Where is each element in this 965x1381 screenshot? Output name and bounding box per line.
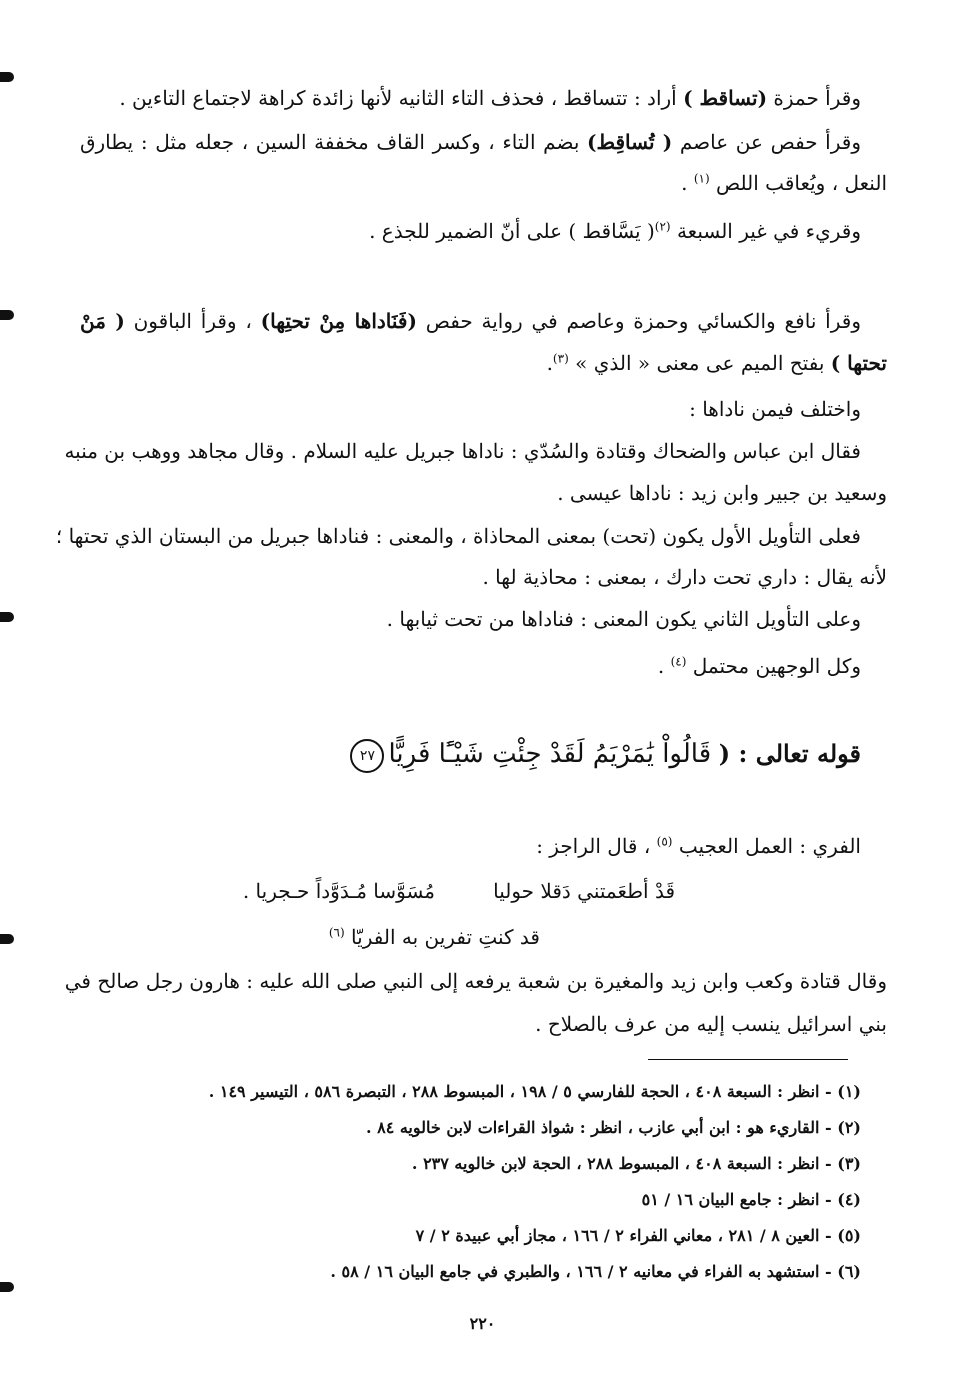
footnote-ref[interactable]: (٢) (654, 219, 671, 234)
poem-hemistich-1: قَدْ أطعَمتني دَقلا حوليا (493, 879, 675, 903)
scan-edge-mark (0, 72, 14, 82)
text: واختلف فيمن ناداها : (689, 397, 861, 421)
paragraph-al-fari (536, 831, 861, 861)
paragraph-first-interpretation-line2 (482, 562, 887, 592)
text: بضم التاء ، وكسر القاف مخففة السين ، جعله مثل : يطارق (80, 130, 588, 154)
poem-line-3 (329, 922, 540, 952)
footnote-5: (٥) - العين ٨ / ٢٨١ ، معاني الفراء ٢ / ١٦٦ ، مجاز أبي عبيدة ٢ / ٧ (415, 1226, 861, 1245)
paragraph-ibn-abbas-line1 (64, 436, 861, 466)
footnote-ref[interactable]: (٣) (552, 351, 569, 366)
footnote-ref[interactable]: (٥) (656, 834, 673, 849)
poem-hemistich-2: مُسَوَّسا مُـدَوَّداً حـجريا . (242, 879, 435, 903)
scan-edge-mark (0, 934, 14, 944)
footnote-4: (٤) - انظر : جامع البيان ١٦ / ٥١ (641, 1190, 861, 1209)
verse-text: قَالُواْ يَٰمَرْيَمُ لَقَدْ جِئْتِ شَيْـًٔا فَرِيًّا (388, 739, 712, 769)
paragraph-ibn-abbas-line2 (557, 478, 887, 508)
text: . (546, 351, 553, 375)
footnote-separator (648, 1059, 848, 1060)
text: وقرأ حمزة (767, 86, 861, 110)
text: . (681, 171, 694, 195)
footnote-ref[interactable]: (٦) (328, 925, 345, 940)
text: وقرأ حفص عن عاصم (672, 130, 861, 154)
text: وقال قتادة وكعب وابن زيد والمغيرة بن شعبة يرفعه إلى النبي صلى الله عليه : هارون رجل صالح في (64, 969, 887, 993)
text: قد كنتِ تفرين به الفريّا (351, 925, 540, 949)
footnote-1: (١) - انظر : السبعة ٤٠٨ ، الحجة للفارسي ٥ / ١٩٨ ، المبسوط ٢٨٨ ، التبصرة ٥٨٦ ، التيسير ١٤٩ . (208, 1082, 861, 1101)
text: ، قال الراجز : (536, 834, 657, 858)
scan-edge-mark (0, 1282, 14, 1292)
paragraph-nafi-reading-line1 (80, 306, 861, 336)
text: وسعيد بن جبير وابن زيد : ناداها عيسى . (557, 481, 887, 505)
paragraph-first-interpretation-line1 (55, 521, 861, 551)
text: أراد : تتساقط ، فحذف التاء الثانيه لأنها زائدة كراهة لاجتماع التاءين . (119, 86, 684, 110)
page-number: ٢٢٠ (469, 1314, 496, 1333)
text: فعلى التأويل الأول يكون (تحت) بمعنى المحاذاة ، والمعنى : فناداها جبريل من البستان الذي تحتها ؛ (55, 524, 861, 548)
text: وقريء في غير السبعة (670, 219, 861, 243)
text: الفري : العمل العجيب (678, 834, 861, 858)
reading-term: تحتها ) (830, 351, 887, 375)
reading-term: (تساقط ) (683, 86, 768, 110)
reading-term: ( مَنْ (80, 309, 125, 333)
paragraph-both-plausible (658, 651, 861, 681)
footnote-ref[interactable]: (٤) (670, 654, 687, 669)
text: وقرأ نافع والكسائي وحمزة وعاصم في رواية حفص (416, 309, 861, 333)
text: ، وقرأ الباقون (124, 309, 261, 333)
text: وكل الوجهين محتمل (692, 654, 861, 678)
paragraph-hamza-reading (119, 83, 861, 113)
quran-verse (350, 734, 861, 774)
text: . (657, 654, 671, 678)
paragraph-qatada-line1 (64, 966, 887, 996)
paragraph-non-seven-reading (369, 216, 861, 246)
paragraph-hafs-reading-line1 (80, 127, 861, 157)
text: بفتح الميم عى معنى « الذي » (575, 351, 831, 375)
text: بني اسرائيل ينسب إليه من عرف بالصلاح . (535, 1012, 887, 1036)
paragraph-second-interpretation (387, 604, 861, 634)
footnote-ref[interactable]: (١) (693, 171, 710, 186)
ayah-number-icon: ٢٧ (350, 739, 384, 773)
scan-edge-mark (0, 612, 14, 622)
text: فقال ابن عباس والضحاك وقتادة والسُدّي : ناداها جبريل عليه السلام . وقال مجاهد ووهب بن منبه (64, 439, 861, 463)
paragraph-qatada-line2 (535, 1009, 887, 1039)
paragraph-hafs-reading-line2 (681, 168, 887, 198)
paragraph-nafi-reading-line2 (547, 348, 887, 378)
paragraph-disagreement (689, 394, 861, 424)
verse-intro: قوله تعالى : ( (718, 739, 861, 768)
footnote-3: (٣) - انظر : السبعة ٤٠٨ ، المبسوط ٢٨٨ ، الحجة لابن خالويه ٢٣٧ . (411, 1154, 861, 1173)
reading-term: (فَنَاداها مِنْ تحتِها) (260, 309, 417, 333)
text: النعل ، ويُعاقب اللص (716, 171, 887, 195)
footnote-2: (٢) - القاريء هو : ابن أبي عازب ، انظر : شواذ القراءات لابن خالويه ٨٤ . (365, 1118, 861, 1137)
reading-term: ( تُساقِط) (587, 130, 673, 154)
footnote-6: (٦) - استشهد به الفراء في معانيه ٢ / ١٦٦ ، والطبري في جامع البيان ١٦ / ٥٨ . (330, 1262, 861, 1281)
text: وعلى التأويل الثاني يكون المعنى : فناداها من تحت ثيابها . (386, 607, 861, 631)
scan-edge-mark (0, 310, 14, 320)
text: لأنه يقال : داري تحت دارك ، بمعنى : محاذية لها . (482, 565, 887, 589)
text: ( يَسَّاقط ) على أنّ الضمير للجذع . (369, 219, 655, 243)
